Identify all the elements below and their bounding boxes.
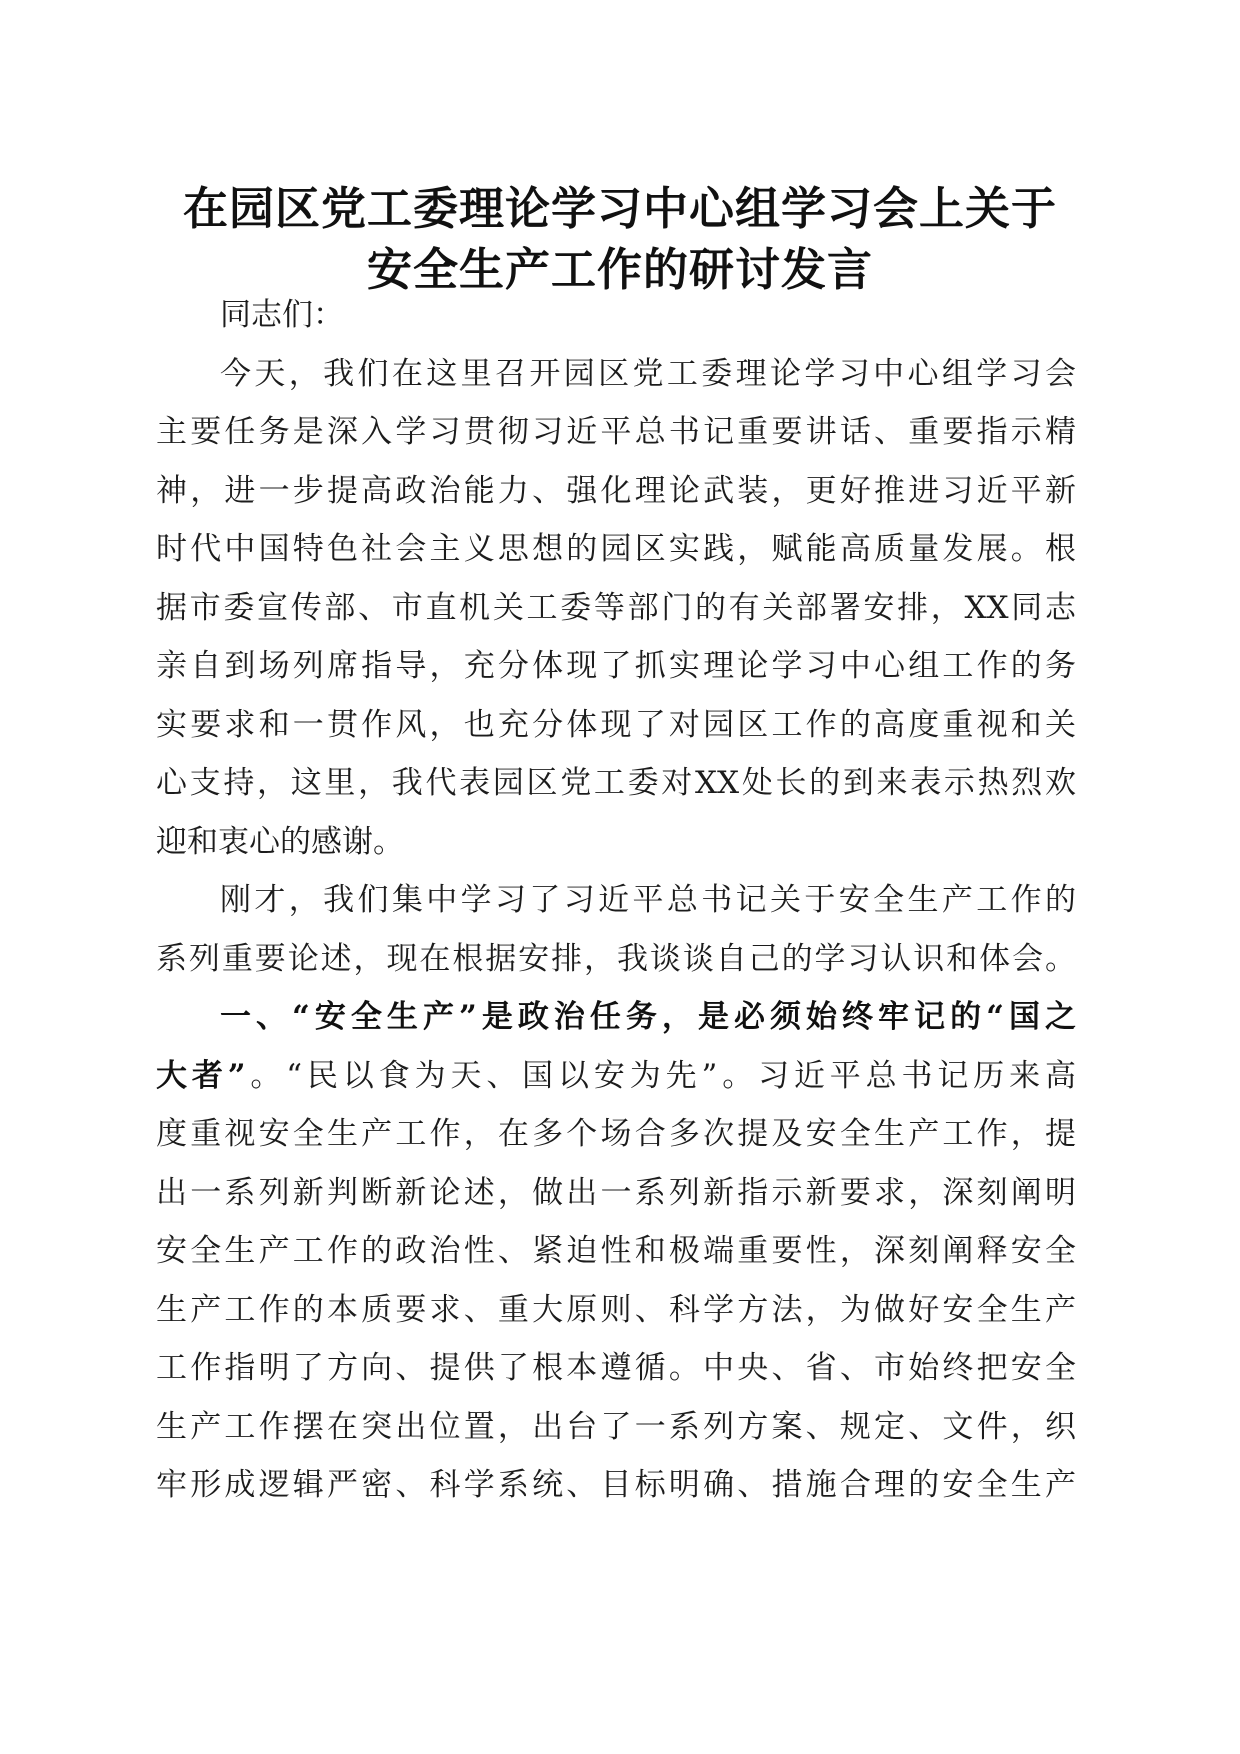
paragraph-1-line: 迎和衷心的感谢。	[156, 823, 404, 860]
paragraph-1-line: 主要任务是深入学习贯彻习近平总书记重要讲话、重要指示精	[156, 414, 1076, 450]
paragraph-1-line: 今天，我们在这里召开园区党工委理论学习中心组学习会	[220, 355, 1076, 392]
document-title-line-2: 安全生产工作的研讨发言	[366, 243, 873, 296]
salutation: 同志们：	[220, 297, 344, 333]
section-heading-1: 一、“安全生产”是政治任务，是必须始终牢记的“国之	[220, 999, 1076, 1035]
document-body	[156, 286, 1076, 1515]
paragraph-1-line: 神，进一步提高政治能力、强化理论武装，更好推进习近平新	[156, 472, 1076, 509]
paragraph-3-line: 生产工作的本质要求、重大原则、科学方法，为做好安全生产	[156, 1291, 1076, 1328]
paragraph-1-line: 亲自到场列席指导，充分体现了抓实理论学习中心组工作的务	[156, 648, 1076, 684]
paragraph-3-line: 出一系列新判断新论述，做出一系列新指示新要求，深刻阐明	[156, 1174, 1076, 1211]
section-heading-1-tail: 大者”	[156, 1057, 246, 1094]
paragraph-3-line: 牢形成逻辑严密、科学系统、目标明确、措施合理的安全生产	[156, 1467, 1076, 1503]
paragraph-2-line: 系列重要论述，现在根据安排，我谈谈自己的学习认识和体会。	[156, 940, 1076, 977]
paragraph-1-line: 实要求和一贯作风，也充分体现了对园区工作的高度重视和关	[156, 706, 1076, 743]
paragraph-2-line: 刚才，我们集中学习了习近平总书记关于安全生产工作的	[220, 882, 1076, 918]
paragraph-1-line: 心支持，这里，我代表园区党工委对XX处长的到来表示热烈欢	[156, 765, 1076, 801]
paragraph-1-line: 时代中国特色社会主义思想的园区实践，赋能高质量发展。根	[156, 531, 1076, 567]
paragraph-3-line: 工作指明了方向、提供了根本遵循。中央、省、市始终把安全	[156, 1350, 1076, 1386]
paragraph-3-lead-text: 。“民以食为天、国以安为先”。习近平总书记历来高	[245, 1057, 1076, 1094]
paragraph-3-line: 安全生产工作的政治性、紧迫性和极端重要性，深刻阐释安全	[156, 1233, 1076, 1269]
paragraph-3-line: 生产工作摆在突出位置，出台了一系列方案、规定、文件，织	[156, 1408, 1076, 1445]
paragraph-3-first-line	[156, 1047, 1076, 1106]
paragraph-1-line: 据市委宣传部、市直机关工委等部门的有关部署安排，XX同志	[156, 589, 1076, 626]
paragraph-3-line: 度重视安全生产工作，在多个场合多次提及安全生产工作，提	[156, 1116, 1076, 1152]
document-title-line-1: 在园区党工委理论学习中心组学习会上关于	[182, 182, 1057, 235]
